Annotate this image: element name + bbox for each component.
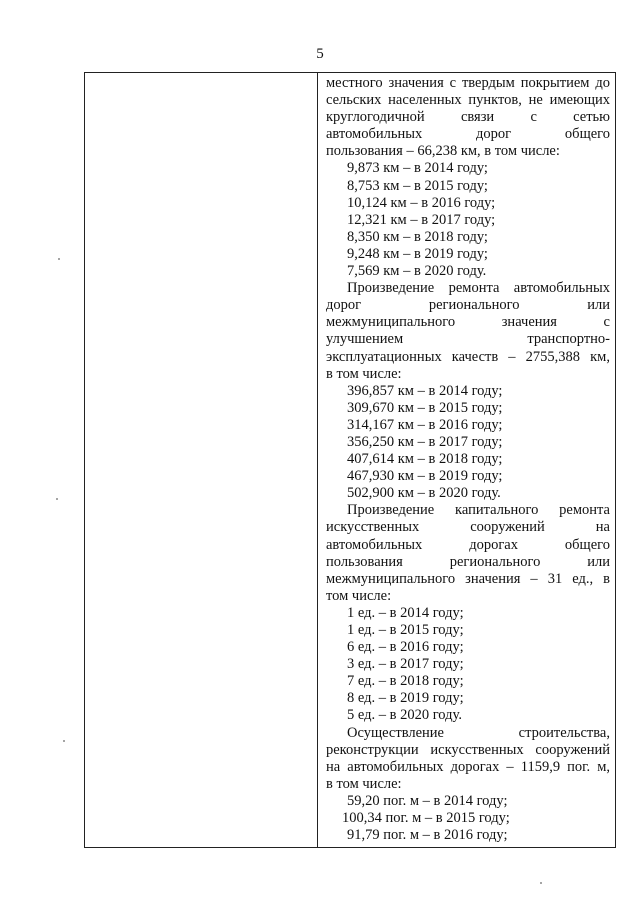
text-line: Осуществление строительства,	[347, 724, 610, 741]
text-line: 396,857 км – в 2014 году;	[347, 382, 503, 399]
text-line: 309,670 км – в 2015 году;	[347, 399, 503, 416]
scan-speck	[58, 258, 60, 260]
scan-speck	[540, 882, 542, 884]
text-line: 1 ед. – в 2014 году;	[347, 604, 464, 621]
page-number: 5	[316, 46, 324, 62]
text-line: 502,900 км – в 2020 году.	[347, 485, 501, 502]
text-line: том числе:	[326, 587, 392, 604]
text-line: в том числе:	[326, 365, 402, 382]
scan-speck	[56, 498, 58, 500]
text-line: 10,124 км – в 2016 году;	[347, 194, 496, 211]
text-line: 7 ед. – в 2018 году;	[347, 673, 464, 690]
text-line: 12,321 км – в 2017 году;	[347, 211, 496, 228]
table-left-cell	[85, 73, 318, 847]
text-line: круглогодичной связи с сетью	[326, 109, 610, 126]
text-line: 314,167 км – в 2016 году;	[347, 416, 503, 433]
text-line: 9,873 км – в 2014 году;	[347, 160, 488, 177]
text-line: автомобильных дорог общего	[326, 126, 610, 143]
scan-speck	[63, 740, 65, 742]
text-line: 6 ед. – в 2016 году;	[347, 639, 464, 656]
text-line: 5 ед. – в 2020 году.	[347, 707, 462, 724]
text-line: Произведение ремонта автомобильных	[347, 280, 610, 297]
text-line: автомобильных дорогах общего	[326, 536, 610, 553]
table-right-cell	[318, 75, 616, 849]
text-line: 100,34 пог. м – в 2015 году;	[342, 810, 510, 827]
text-line: межмуниципального значения – 31 ед., в	[326, 570, 610, 587]
text-line: улучшением транспортно-	[326, 331, 610, 348]
text-line: 8,753 км – в 2015 году;	[347, 177, 488, 194]
text-line: 356,250 км – в 2017 году;	[347, 433, 503, 450]
text-line: пользования – 66,238 км, в том числе:	[326, 143, 560, 160]
text-line: на автомобильных дорогах – 1159,9 пог. м,	[326, 758, 610, 775]
text-line: 91,79 пог. м – в 2016 году;	[347, 827, 508, 844]
text-line: Произведение капитального ремонта	[347, 502, 610, 519]
text-line: сельских населенных пунктов, не имеющих	[326, 92, 610, 109]
text-line: искусственных сооружений на	[326, 519, 610, 536]
text-line: пользования регионального или	[326, 553, 610, 570]
text-line: 8 ед. – в 2019 году;	[347, 690, 464, 707]
text-line: местного значения с твердым покрытием до	[326, 75, 610, 91]
text-line: дорог регионального или	[326, 297, 610, 314]
text-line: 9,248 км – в 2019 году;	[347, 245, 488, 262]
text-line: в том числе:	[326, 775, 402, 792]
text-line: реконструкции искусственных сооружений	[326, 741, 610, 758]
text-line: 467,930 км – в 2019 году;	[347, 468, 503, 485]
text-line: эксплуатационных качеств – 2755,388 км,	[326, 348, 610, 365]
text-line: 7,569 км – в 2020 году.	[347, 263, 487, 280]
text-line: 59,20 пог. м – в 2014 году;	[347, 792, 508, 809]
text-line: 3 ед. – в 2017 году;	[347, 656, 464, 673]
text-line: 1 ед. – в 2015 году;	[347, 622, 464, 638]
text-line: межмуниципального значения с	[326, 314, 610, 331]
text-line: 8,350 км – в 2018 году;	[347, 228, 488, 245]
document-table	[84, 72, 616, 848]
text-line: 407,614 км – в 2018 году;	[347, 451, 503, 468]
